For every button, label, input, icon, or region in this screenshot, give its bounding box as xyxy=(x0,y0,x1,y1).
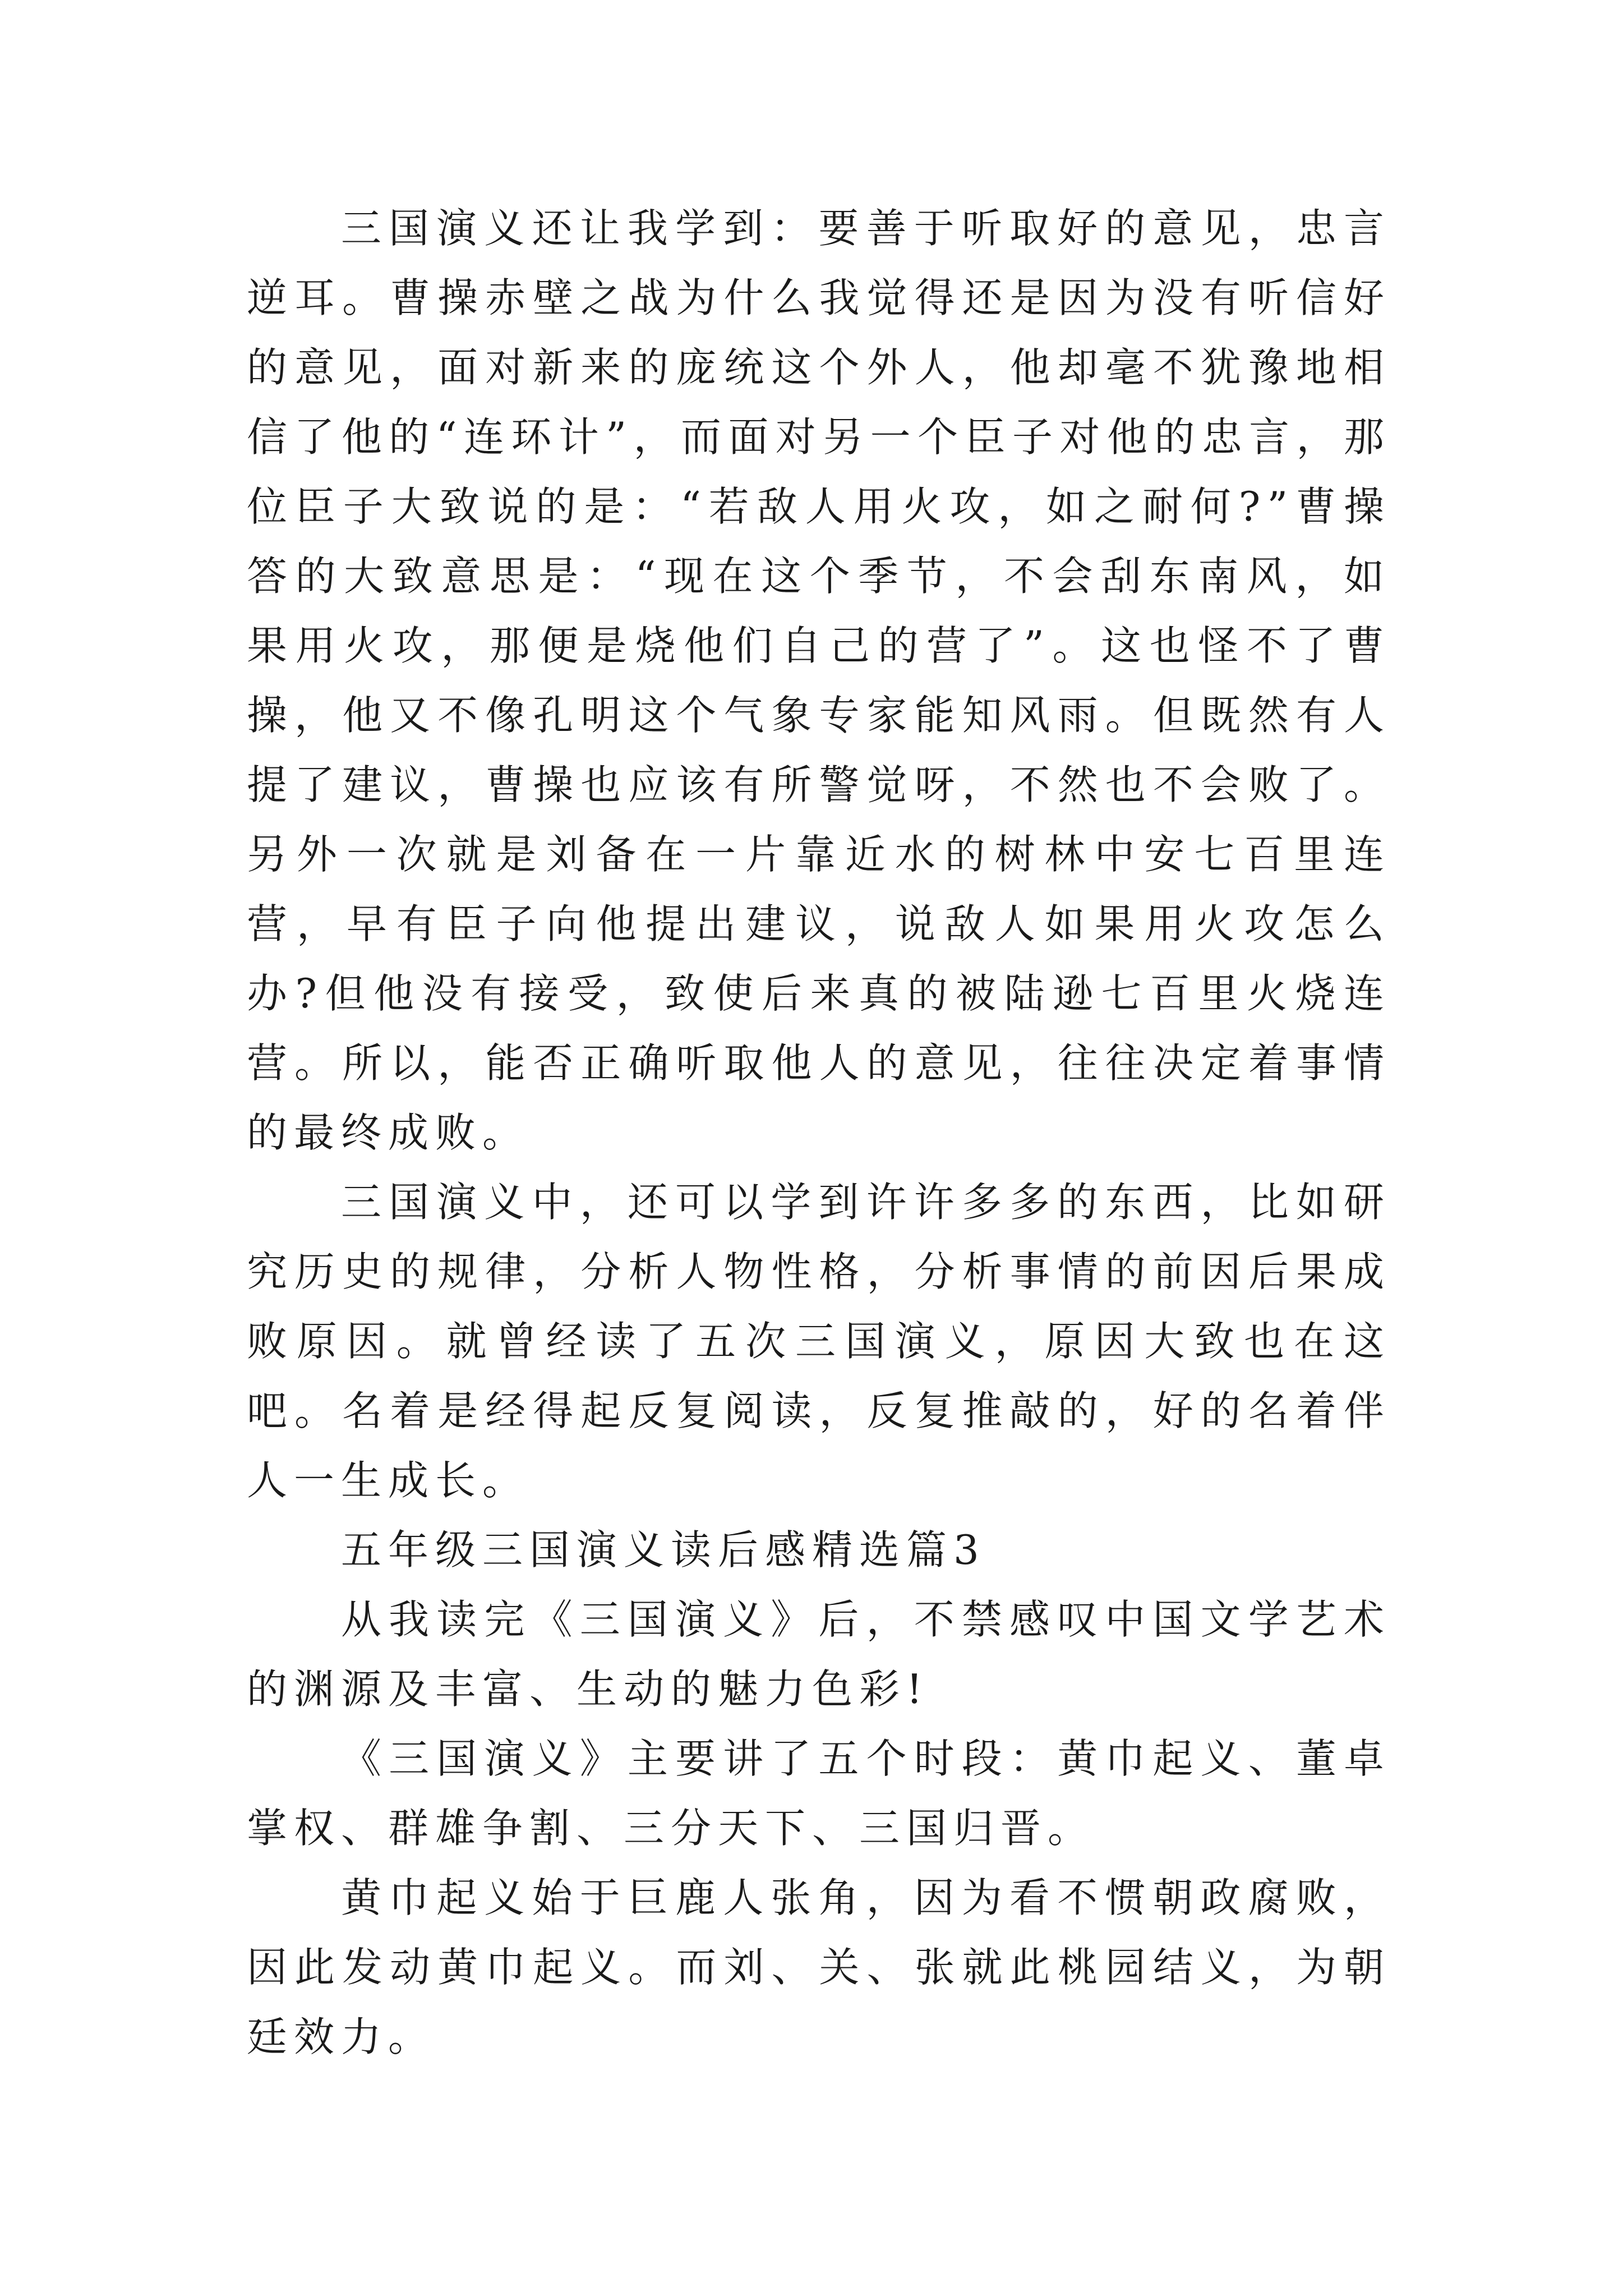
paragraph-advice: 三国演义还让我学到：要善于听取好的意见，忠言逆耳。曹操赤壁之战为什么我觉得还是因为没有听信好的意见，面对新来的庞统这个外人，他却毫不犹豫地相信了他的“连环计”，而面对另一个臣子对他的忠言，那位臣子大致说的是：“若敌人用火攻，如之耐何?”曹操答的大致意思是：“现在这个季节，不会刮东南风，如果用火攻，那便是烧他们自己的营了”。这也怪不了曹操，他又不像孔明这个气象专家能知风雨。但既然有人提了建议，曹操也应该有所警觉呀，不然也不会败了。另外一次就是刘备在一片靠近水的树林中安七百里连营，早有臣子向他提出建议，说敌人如果用火攻怎么办?但他没有接受，致使后来真的被陆逊七百里火烧连营。所以，能否正确听取他人的意见，往往决定着事情的最终成败。 xyxy=(247,205,1391,1156)
section-title: 五年级三国演义读后感精选篇3 xyxy=(341,1526,986,1573)
paragraph-periods: 《三国演义》主要讲了五个时段：黄巾起义、董卓掌权、群雄争割、三分天下、三国归晋。 xyxy=(247,1735,1391,1852)
paragraph-lessons: 三国演义中，还可以学到许许多多的东西，比如研究历史的规律，分析人物性格，分析事情的前因后果成败原因。就曾经读了五次三国演义，原因大致也在这吧。名着是经得起反复阅读，反复推敲的，好的名着伴人一生成长。 xyxy=(247,1179,1391,1504)
document-body xyxy=(247,194,1391,2072)
paragraph-yellow-turban: 黄巾起义始于巨鹿人张角，因为看不惯朝政腐败，因此发动黄巾起义。而刘、关、张就此桃园结义，为朝廷效力。 xyxy=(247,1874,1391,2060)
paragraph-impression: 从我读完《三国演义》后，不禁感叹中国文学艺术的渊源及丰富、生动的魅力色彩! xyxy=(247,1596,1391,1713)
